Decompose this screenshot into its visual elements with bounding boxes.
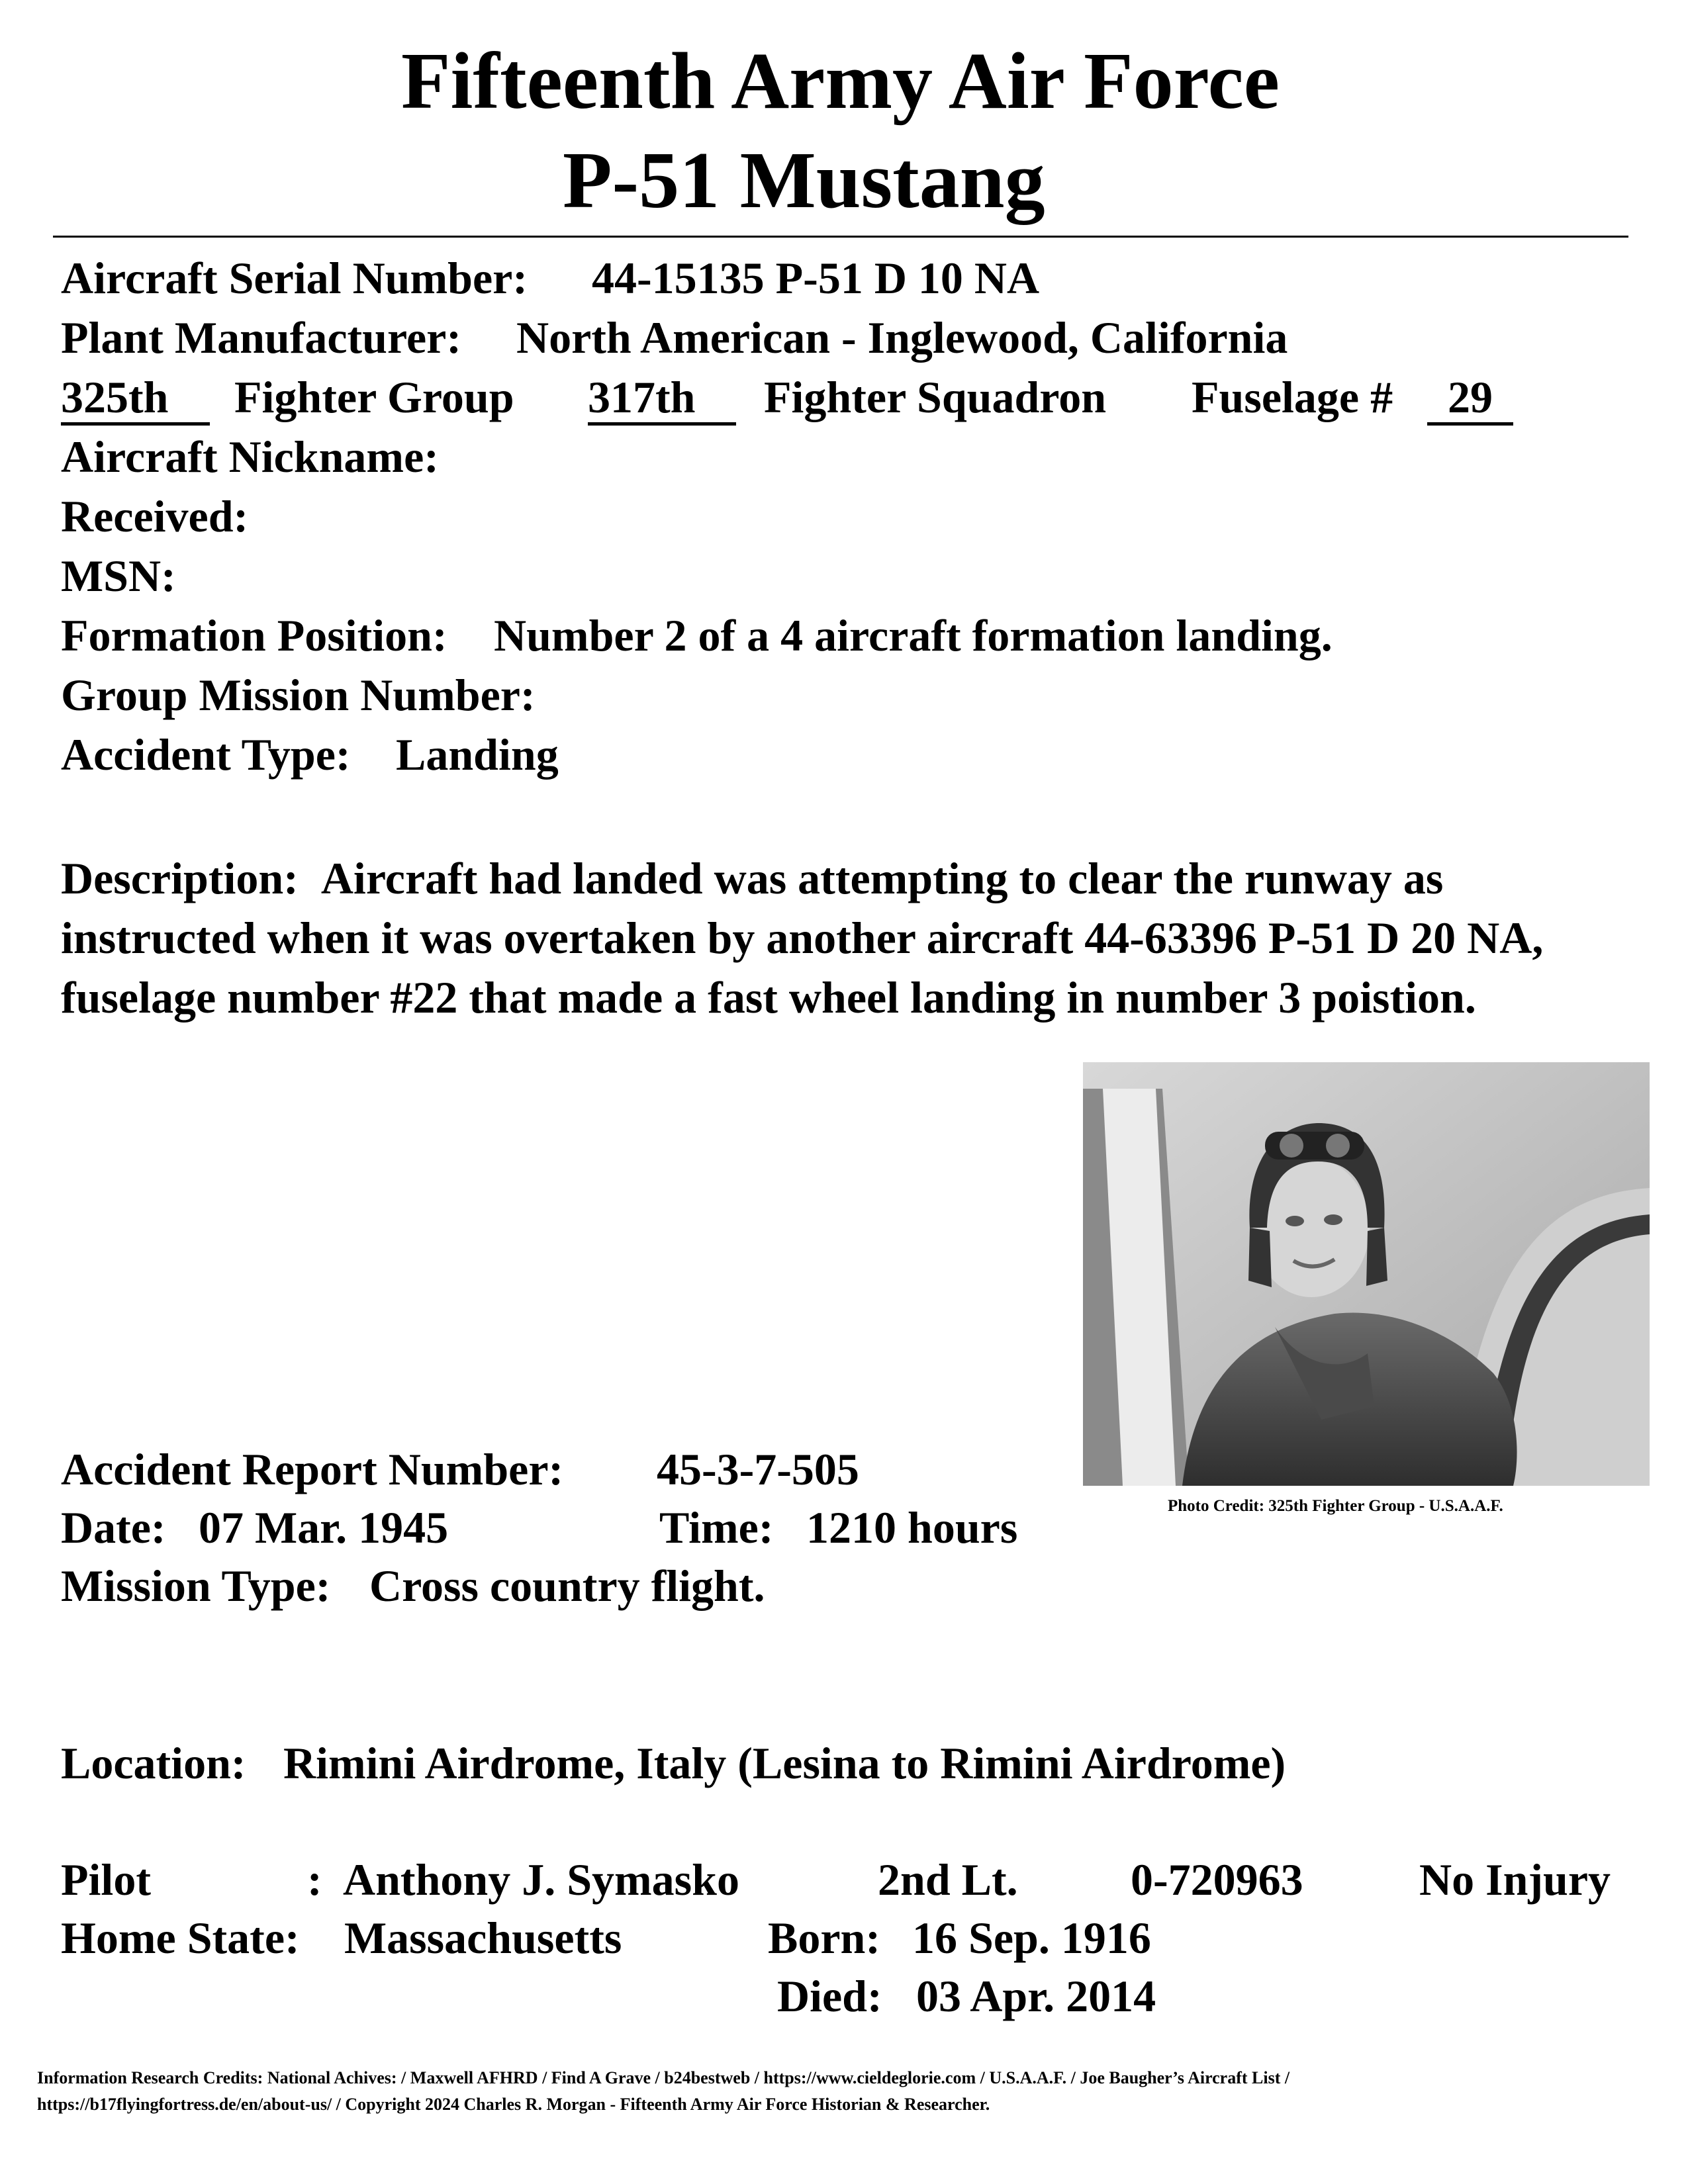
manufacturer-label: Plant Manufacturer: [61,312,461,363]
msn-label: MSN: [61,551,176,601]
accident-type-label: Accident Type: [61,729,351,780]
fighter-squadron-value: 317th [588,375,736,426]
pilot-rank: 2nd Lt. [878,1854,1018,1905]
fighter-group-value: 325th [61,375,210,426]
died-label: Died: [777,1971,882,2021]
fuselage-label: Fuselage # [1192,372,1393,422]
home-state-value: Massachusetts [344,1913,622,1963]
manufacturer-value: North American - Inglewood, California [516,312,1288,363]
fighter-squadron-label: Fighter Squadron [764,372,1107,422]
received-label: Received: [61,491,249,541]
credits-line-1: Information Research Credits: National Achives: / Maxwell AFHRD / Find A Grave / b24bestweb / https://www.cieldeglorie.com / U.S.A.A.F. / Joe Baugher’s Aircraft List / [37,2068,1290,2087]
serial-value: 44-15135 P-51 D 10 NA [592,253,1040,303]
fuselage-value: 29 [1427,375,1513,426]
accident-type-value: Landing [396,729,559,780]
nickname-label: Aircraft Nickname: [61,432,439,482]
pilot-name: Anthony J. Symasko [343,1854,739,1905]
group-mission-label: Group Mission Number: [61,670,536,720]
time-value: 1210 hours [806,1502,1018,1553]
formation-value: Number 2 of a 4 aircraft formation landing. [494,610,1333,660]
born-label: Born: [768,1913,880,1963]
pilot-photo [1083,1062,1650,1486]
report-number-value: 45-3-7-505 [657,1444,859,1494]
serial-label: Aircraft Serial Number: [61,253,528,303]
time-label: Time: [659,1502,774,1553]
pilot-label: Pilot [61,1854,151,1905]
page-subtitle: P-51 Mustang [563,136,1045,225]
date-value: 07 Mar. 1945 [199,1502,449,1553]
formation-label: Formation Position: [61,610,447,660]
died-value: 03 Apr. 2014 [916,1971,1156,2021]
date-label: Date: [61,1502,166,1553]
pilot-portrait-icon [1083,1062,1650,1486]
pilot-serial: 0-720963 [1131,1854,1303,1905]
location-label: Location: [61,1738,246,1788]
photo-credit: Photo Credit: 325th Fighter Group - U.S.A.A.F. [1168,1497,1503,1515]
description-text: Aircraft had landed was attempting to clear the runway as instructed when it was overtaken by another aircraft 44-63396 P-51 D 20 NA, fuselage number #22 that made a fast wheel landing in number 3 poistion. [61,853,1544,1023]
fighter-group-label: Fighter Group [234,372,514,422]
header-divider [53,236,1628,238]
description-label: Description: [61,853,299,903]
location-value: Rimini Airdrome, Italy (Lesina to Rimini Airdrome) [283,1738,1286,1788]
mission-type-value: Cross country flight. [369,1561,765,1611]
report-number-label: Accident Report Number: [61,1444,564,1494]
page-title: Fifteenth Army Air Force [401,36,1280,126]
pilot-colon: : [307,1854,322,1905]
home-state-label: Home State: [61,1913,300,1963]
credits-line-2: https://b17flyingfortress.de/en/about-us/ / Copyright 2024 Charles R. Morgan - Fifteenth Army Air Force Historian & Researcher. [37,2095,990,2114]
born-value: 16 Sep. 1916 [912,1913,1151,1963]
mission-type-label: Mission Type: [61,1561,331,1611]
pilot-status: No Injury [1419,1854,1611,1905]
description [61,848,1636,1027]
